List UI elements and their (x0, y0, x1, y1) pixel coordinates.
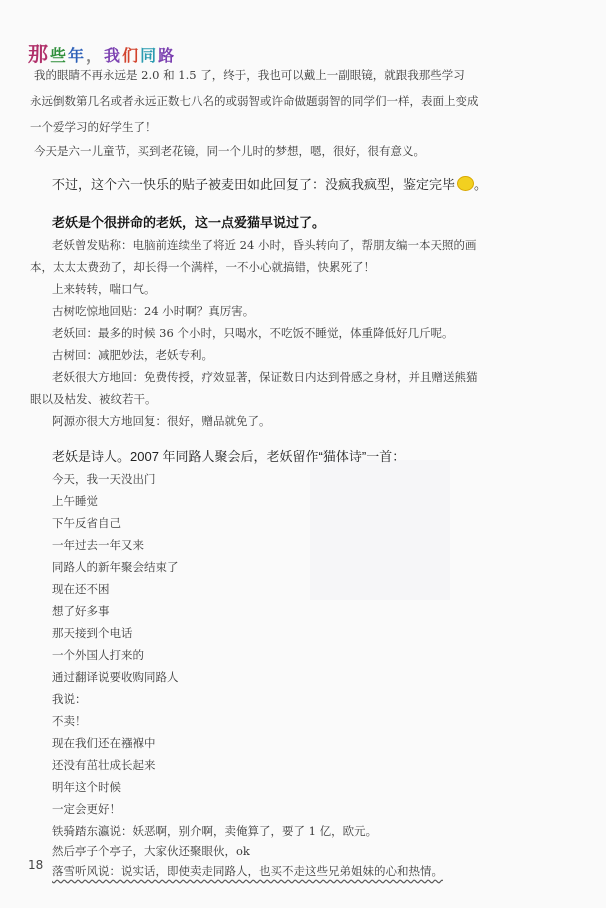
poem-line: 一定会更好！ (52, 802, 121, 816)
text-line: 不过，这个六一快乐的贴子被麦田如此回复了：没疯我疯型，鉴定完毕 。 (52, 177, 488, 192)
poem-line: 下午反省自己 (52, 516, 121, 530)
poem-line: 现在还不困 (52, 582, 110, 596)
text-line: 老妖是诗人。2007 年同路人聚会后，老妖留作“猫体诗”一首： (52, 449, 406, 464)
text-line: 眼以及枯发、被纹若干。 (30, 392, 157, 406)
header-char: 我 (104, 46, 121, 65)
poem-line: 想了好多事 (52, 604, 110, 618)
poem-line: 上午睡觉 (52, 494, 98, 508)
poem-line: 现在我们还在襁褓中 (52, 736, 156, 750)
header-char: 那 (28, 42, 48, 66)
smiley-icon (457, 176, 474, 191)
text-line: 永远倒数第几名或者永远正数七八名的或弱智或许命做题弱智的同学们一样，表面上变成 (30, 94, 479, 108)
poem-line: 我说： (52, 692, 87, 706)
header-char: 路 (158, 46, 175, 65)
text-line: 老妖是个很拼命的老妖，这一点爱猫早说过了。 (52, 215, 326, 230)
poem-line: 一个外国人打来的 (52, 648, 144, 662)
text-line: 铁骑踏东瀛说：妖恶啊，别介啊，卖俺算了，要了 1 亿，欧元。 (52, 824, 378, 838)
poem-line: 通过翻译说要收购同路人 (52, 670, 179, 684)
header-char: 些 (50, 46, 67, 65)
reply-text: 不过，这个六一快乐的贴子被麦田如此回复了：没疯我疯型，鉴定完毕 (52, 177, 456, 192)
text-line: 本，太太太费劲了，却长得一个满样，一不小心就搞错，快累死了！ (30, 260, 375, 274)
text-line: 我的眼睛不再永远是 2.0 和 1.5 了，终于，我也可以戴上一副眼镜，就跟我那些学习 (34, 68, 465, 82)
poem-line: 一年过去一年又来 (52, 538, 144, 552)
poem-line: 那天接到个电话 (52, 626, 133, 640)
text-line: 古树吃惊地回贴：24 小时啊？真厉害。 (52, 304, 255, 318)
header-char: 同 (140, 46, 157, 65)
text-line: 一个爱学习的好学生了！ (30, 120, 157, 134)
poem-line: 同路人的新年聚会结束了 (52, 560, 179, 574)
header-char: 们 (122, 46, 139, 65)
poem-line: 还没有茁壮成长起来 (52, 758, 156, 772)
poem-line: 不卖！ (52, 714, 87, 728)
text-line: 老妖回：最多的时候 36 个小时，只喝水，不吃饭不睡觉，体重降低好几斤呢。 (52, 326, 454, 340)
poem-line: 明年这个时候 (52, 780, 121, 794)
header-char: ， (86, 46, 103, 65)
text-line: 今天是六一儿童节，买到老花镜，同一个儿时的梦想，嗯，很好，很有意义。 (34, 144, 425, 158)
page-header (28, 38, 176, 67)
text-line: 老妖曾发贴称：电脑前连续坐了将近 24 小时，昏头转向了，帮朋友编一本天照的画 (52, 238, 477, 252)
header-char: 年 (68, 46, 85, 65)
page-number: 18 (28, 858, 44, 872)
poem-line: 今天，我一天没出门 (52, 472, 156, 486)
text-line: 上来转转，喘口气。 (52, 282, 156, 296)
text-line: 然后亭子个亭子，大家伙还聚眼伙，ok (52, 844, 250, 858)
text-line: 落雪听风说：说实话，即使卖走同路人，也买不走这些兄弟姐妹的心和热情。 (52, 864, 443, 878)
text-line: 阿源亦很大方地回复：很好，赠品就免了。 (52, 414, 271, 428)
text-line: 古树回：减肥妙法，老妖专利。 (52, 348, 213, 362)
text-line: 老妖很大方地回：免费传授，疗效显著，保证数日内达到骨感之身材，并且赠送熊猫 (52, 370, 478, 384)
